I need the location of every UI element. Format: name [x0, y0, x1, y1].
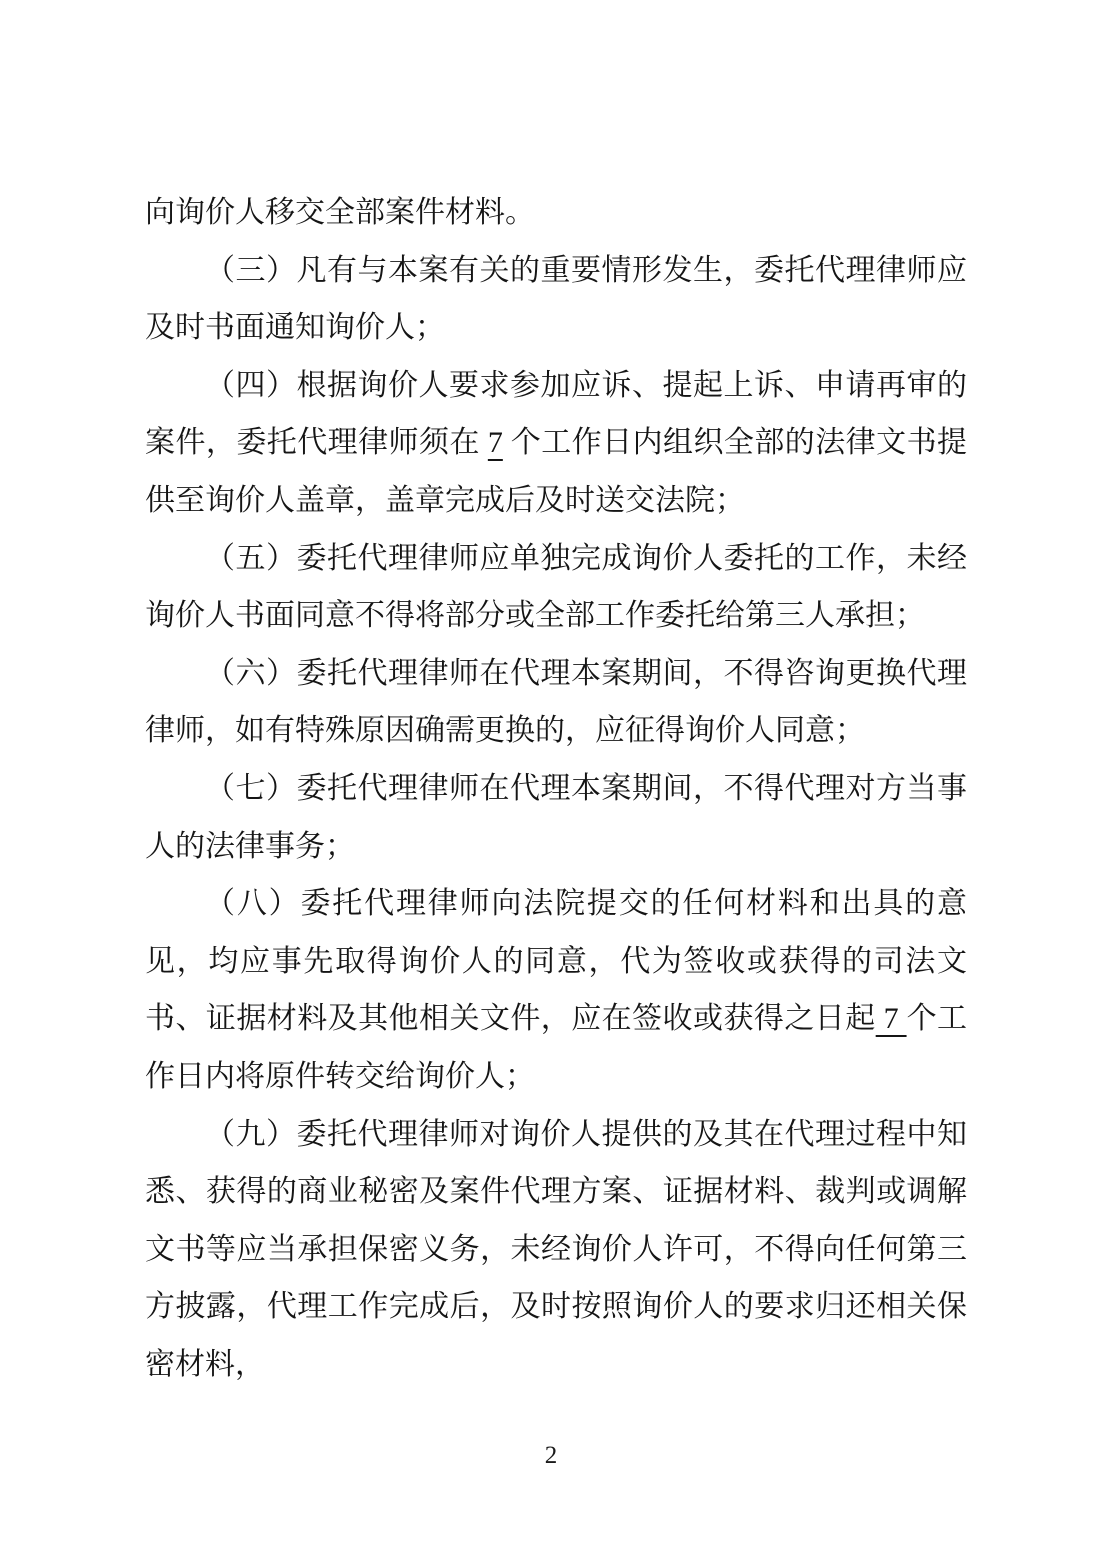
text-segment: 个工作日内组织全部的法律文书提供至询价人盖章，盖章完成后及时送交法院；	[145, 426, 968, 517]
paragraph	[145, 645, 967, 760]
paragraph	[145, 875, 967, 1105]
text-segment: （三）凡有与本案有关的重要情形发生，委托代理律师应及时书面通知询价人；	[145, 253, 967, 345]
text-segment: （四）根据询价人要求参加应诉、提起上诉、申请再审的案件，委托代理律师须在	[145, 368, 967, 460]
paragraph	[145, 530, 967, 645]
text-segment: 个工作日内将原件转交给询价人；	[145, 1002, 968, 1093]
document-body	[145, 184, 967, 1393]
text-segment: （六）委托代理律师在代理本案期间，不得咨询更换代理律师，如有特殊原因确需更换的，应征得询价人同意；	[145, 656, 967, 748]
underlined-value: 7	[875, 1002, 907, 1036]
page-number: 2	[544, 1442, 558, 1469]
text-segment: （七）委托代理律师在代理本案期间，不得代理对方当事人的法律事务；	[145, 771, 967, 863]
paragraph	[145, 1106, 967, 1394]
underlined-value: 7	[487, 426, 503, 460]
paragraph	[145, 242, 967, 357]
paragraph	[145, 760, 967, 875]
text-segment: （五）委托代理律师应单独完成询价人委托的工作，未经询价人书面同意不得将部分或全部工作委托给第三人承担；	[145, 541, 967, 633]
text-segment: 向询价人移交全部案件材料。	[145, 196, 535, 229]
paragraph	[145, 357, 967, 530]
page-footer	[0, 1440, 1102, 1472]
paragraph	[145, 184, 967, 242]
text-segment: （八）委托代理律师向法院提交的任何材料和出具的意见，均应事先取得询价人的同意，代为签收或获得的司法文书、证据材料及其他相关文件，应在签收或获得之日起	[145, 887, 967, 1036]
text-segment: （九）委托代理律师对询价人提供的及其在代理过程中知悉、获得的商业秘密及案件代理方案、证据材料、裁判或调解文书等应当承担保密义务，未经询价人许可，不得向任何第三方披露，代理工作完成后，及时按照询价人的要求归还相关保密材料，	[145, 1117, 967, 1381]
